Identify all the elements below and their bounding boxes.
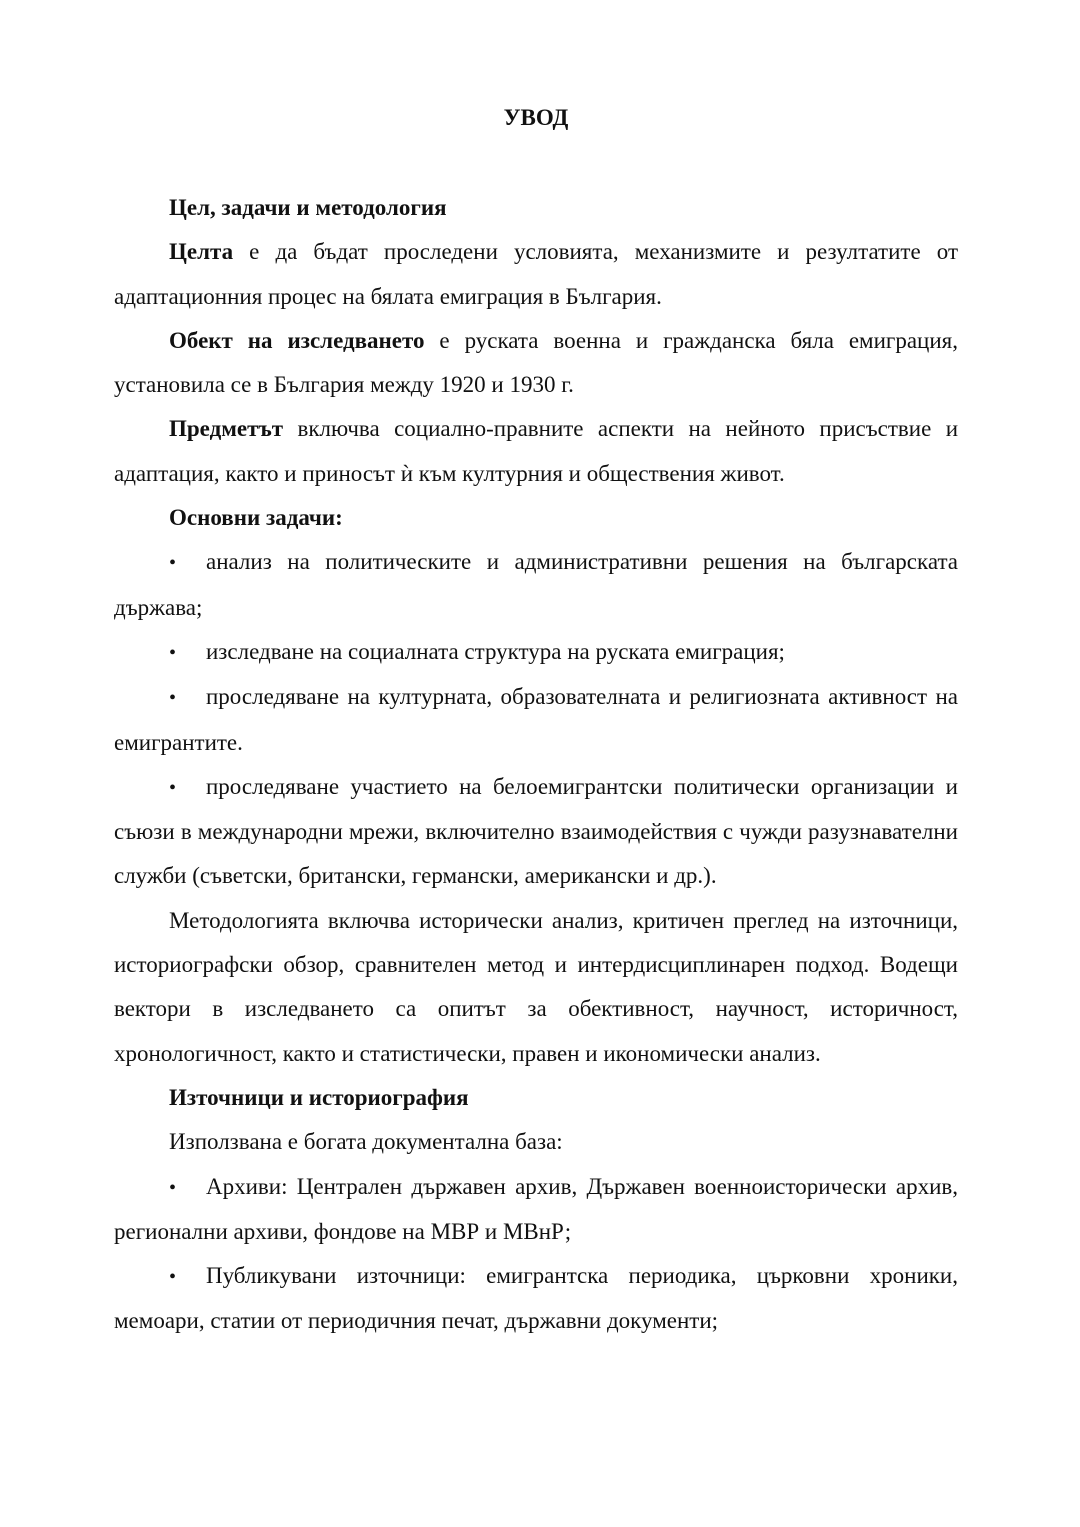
section-heading-goals: Цел, задачи и методология [169,195,447,220]
source-text: Архиви: Централен държавен архив, Държавен военноисторически архив, регионални архиви, фондове на МВР и МВнР; [114,1173,958,1244]
page-title: УВОД [503,105,569,130]
task-list-item [114,630,958,675]
subject-text: включва социално-правните аспекти на нейното присъствие и адаптация, както и приносът ѝ към културния и обществения живот. [114,416,958,486]
bullet-icon: • [169,552,177,575]
task-text: анализ на политическите и административни решения на българската държава; [114,549,958,620]
source-list-item [114,1165,958,1255]
task-text: проследяване на културната, образователната и религиозната активност на емигрантите. [114,684,958,755]
task-list-item [114,765,958,899]
bullet-icon: • [169,1176,177,1199]
task-list-item [114,675,958,765]
sources-intro: Използвана е богата документална база: [169,1129,563,1155]
goal-paragraph [114,230,958,319]
bullet-icon: • [169,687,177,710]
object-text: е руската военна и гражданска бяла емиграция, установила се в България между 1920 и 1930 г. [114,327,958,398]
document-body [114,186,958,1344]
methodology-paragraph: Методологията включва исторически анализ, критичен преглед на източници, историографски обзор, сравнителен метод и интердисциплинарен подход. Водещи вектори в изследването са опитът за обективност, научност, историчност, хронологичност, както и статистически, правен и икономически анализ. [114,907,958,1066]
object-label: Обект на изследването [169,327,425,353]
tasks-heading: Основни задачи: [169,505,343,531]
task-list-item [114,540,958,630]
goal-text: е да бъдат проследени условията, механизмите и резултатите от адаптационния процес на бялата емиграция в България. [114,239,958,309]
goal-label: Целта [169,239,234,265]
bullet-icon: • [169,1266,177,1289]
task-text: изследване на социалната структура на руската емиграция; [206,638,785,664]
task-text: проследяване участието на белоемигрантски политически организации и съюзи в международни мрежи, включително взаимодействия с чужди разузнавателни служби (съветски, британски, германски, американски и др.). [114,773,958,889]
source-list-item [114,1254,958,1344]
section-heading-sources: Източници и историография [169,1084,469,1110]
subject-paragraph [114,407,958,496]
bullet-icon: • [169,776,177,799]
subject-label: Предметът [169,416,284,442]
object-paragraph [114,319,958,408]
source-text: Публикувани източници: емигрантска периодика, църковни хроники, мемоари, статии от периодичния печат, държавни документи; [114,1263,958,1334]
bullet-icon: • [169,641,177,664]
